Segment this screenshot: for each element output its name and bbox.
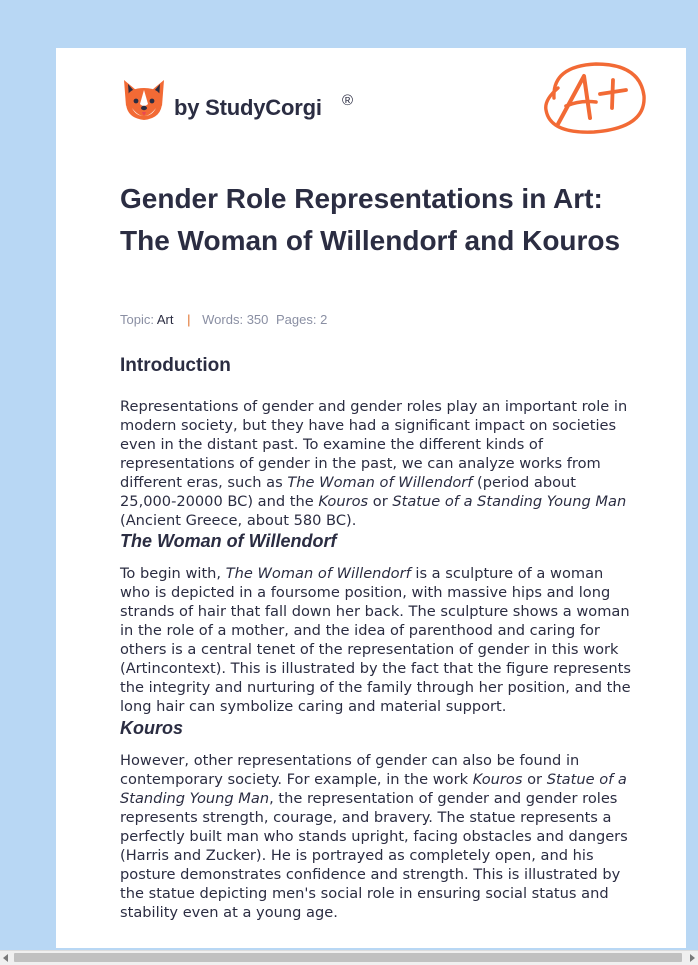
horizontal-scrollbar[interactable] xyxy=(0,950,698,965)
introduction-heading: Introduction xyxy=(120,355,231,376)
grade-a-plus-badge xyxy=(536,58,648,140)
kouros-paragraph: However, other representations of gender can also be found in contemporary society. For example, in the work Kouros or Statue of a Standing Young Man, the representation of gender and gender roles represents strength, courage, and bravery. The statue represents a perfectly built man who stands upright, facing obstacles and dangers (Harris and Zucker). He is portrayed as completely open, and his posture demonstrates confidence and strength. This is illustrated by the statue depicting men's social role in ensuring social status and stability even at a young age. xyxy=(120,752,628,921)
document-body xyxy=(120,353,634,922)
document-meta xyxy=(120,312,327,327)
introduction-paragraph: Representations of gender and gender roles play an important role in modern society, but they have had a significant impact on societies even in the distant past. To examine the different kinds of representations of gender in the past, we can analyze works from different eras, such as The Woman of Willendorf (period about 25,000-20000 BC) and the Kouros or Statue of a Standing Young Man (Ancient Greece, about 580 BC). xyxy=(120,398,628,529)
kouros-heading: Kouros xyxy=(120,718,183,738)
page-count: Pages: 2 xyxy=(276,312,328,327)
scroll-right-icon[interactable] xyxy=(690,954,695,962)
brand-name: by StudyCorgi xyxy=(174,95,322,120)
corgi-icon xyxy=(124,80,164,120)
topic-label: Topic: xyxy=(120,312,154,327)
word-count: Words: 350 xyxy=(202,312,269,327)
meta-separator: | xyxy=(187,312,191,327)
willendorf-heading: The Woman of Willendorf xyxy=(120,531,337,551)
willendorf-paragraph: To begin with, The Woman of Willendorf is a sculpture of a woman who is depicted in a foursome position, with massive hips and long strands of hair that fall down her back. The sculpture shows a woman in the role of a mother, and the idea of parenthood and caring for others is a central tenet of the representation of gender in this work (Artincontext). This is illustrated by the fact that the figure represents the integrity and nurturing of the family through her position, and the long hair can symbolize caring and material support. xyxy=(120,565,631,715)
registered-mark: ® xyxy=(342,92,354,109)
document-page xyxy=(56,48,686,948)
document-title: Gender Role Representations in Art: The Woman of Willendorf and Kouros xyxy=(120,183,621,256)
topic-link[interactable]: Art xyxy=(156,312,174,327)
scrollbar-thumb[interactable] xyxy=(14,953,682,962)
scroll-left-icon[interactable] xyxy=(3,954,8,962)
